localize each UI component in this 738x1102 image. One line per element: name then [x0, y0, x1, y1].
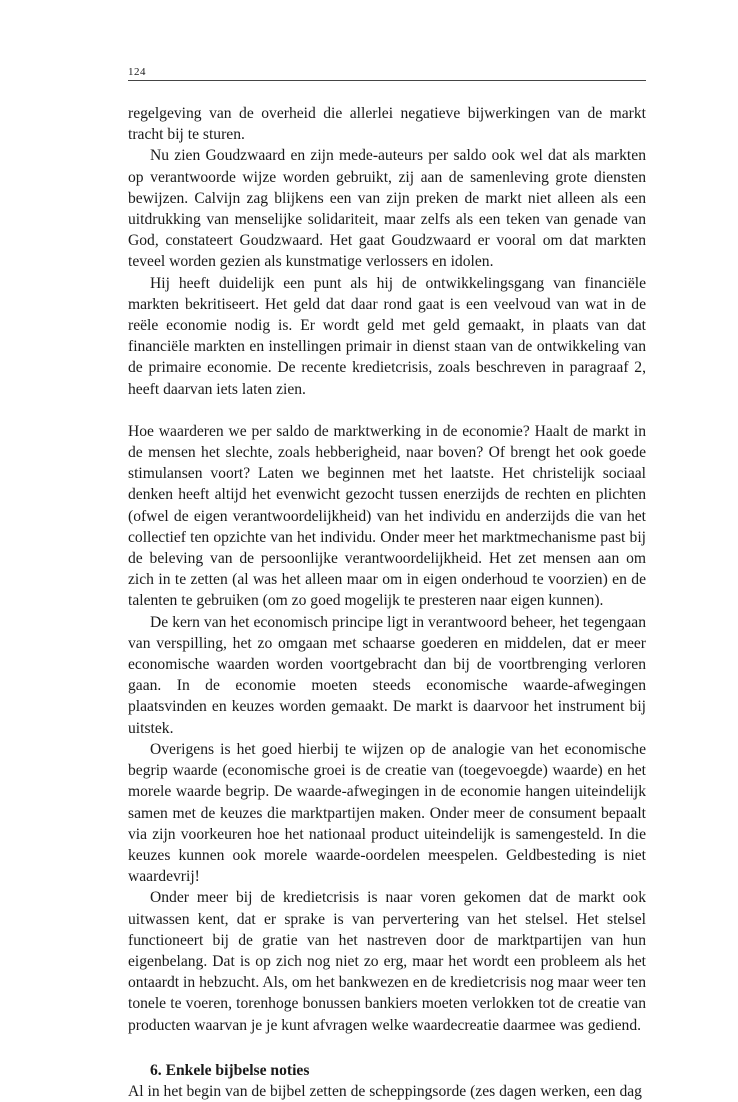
paragraph: regelgeving van de overheid die allerlei negatieve bijwerkingen van de markt tracht bij te sturen. [128, 105, 646, 144]
page-header [128, 58, 646, 81]
paragraph: Al in het begin van de bijbel zetten de scheppingsorde (zes dagen werken, een dag [128, 1082, 642, 1100]
section-heading: 6. Enkele bijbelse noties [150, 1061, 310, 1079]
page-number: 124 [128, 66, 146, 78]
paragraph: Hij heeft duidelijk een punt als hij de ontwikkelingsgang van financiële markten bekritiseert. Het geld dat daar rond gaat is een veelvoud van wat in de reële economie nodig is. Er wordt geld met geld gemaakt, in plaats van dat financiële markten en instellingen primair in dienst staan van de ontwikkeling van de primaire economie. De recente kredietcrisis, zoals beschreven in paragraaf 2, heeft daarvan iets laten zien. [128, 274, 646, 398]
book-page [128, 58, 646, 1102]
paragraph: Onder meer bij de kredietcrisis is naar voren gekomen dat de markt ook uitwassen kent, dat er sprake is van pervertering van het stelsel. Het stelsel functioneert bij de gratie van het nastreven door de marktpartijen van hun eigenbelang. Dat is op zich nog niet zo erg, maar het wordt een probleem als het ontaardt in hebzucht. Als, om het bankwezen en de kredietcrisis nog maar weer ten tonele te voeren, torenhoge bonussen bankiers moeten verlokken tot de creatie van producten waarvan je je kunt afvragen welke waardecreatie daarmee was gediend. [128, 889, 646, 1034]
paragraph: Hoe waarderen we per saldo de marktwerking in de economie? Haalt de markt in de mensen het slechte, zoals hebberigheid, naar boven? Of brengt het ook goede stimulansen voort? Laten we beginnen met het laatste. Het christelijk sociaal denken heeft altijd het evenwicht gezocht tussen enerzijds de rechten en plichten (ofwel de eigen verantwoordelijkheid) van het individu en anderzijds die van het collectief ten opzichte van het individu. Onder meer het marktmechanisme past bij de beleving van de persoonlijke verantwoordelijkheid. Het zet mensen aan om zich in te zetten (al was het alleen maar om in eigen onderhoud te voorzien) en de talenten te gebruiken (om zo goed mogelijk te presteren naar eigen kunnen). [128, 422, 646, 610]
paragraph: Nu zien Goudzwaard en zijn mede-auteurs per saldo ook wel dat als markten op verantwoorde wijze worden gebruikt, zij aan de samenleving grote diensten bewijzen. Calvijn zag blijkens een van zijn preken de markt niet alleen als een uitdrukking van menselijke solidariteit, maar zelfs als een teken van genade van God, constateert Goudzwaard. Het gaat Goudzwaard er vooral om dat markten teveel worden gezien als kunstmatige verlossers en idolen. [128, 147, 646, 271]
paragraph: De kern van het economisch principe ligt in verantwoord beheer, het tegengaan van verspilling, het zo omgaan met schaarse goederen en middelen, dat er meer economische waarden worden voortgebracht dan bij de voortbrenging verloren gaan. In de economie moeten steeds economische waarde-afwegingen plaatsvinden en keuzes worden gemaakt. De markt is daarvoor het instrument bij uitstek. [128, 613, 646, 737]
paragraph: Overigens is het goed hierbij te wijzen op de analogie van het economische begrip waarde (economische groei is de creatie van (toegevoegde) waarde) en het morele waarde begrip. De waarde-afwegingen in de economie hangen uiteindelijk samen met de keuzes die marktpartijen maken. Onder meer de consument bepaalt via zijn voorkeuren hoe het nationaal product uiteindelijk is samengesteld. In die keuzes kunnen ook morele waarde-oordelen meespelen. Geldbesteding is niet waardevrij! [128, 740, 646, 886]
body-text [128, 103, 646, 1102]
